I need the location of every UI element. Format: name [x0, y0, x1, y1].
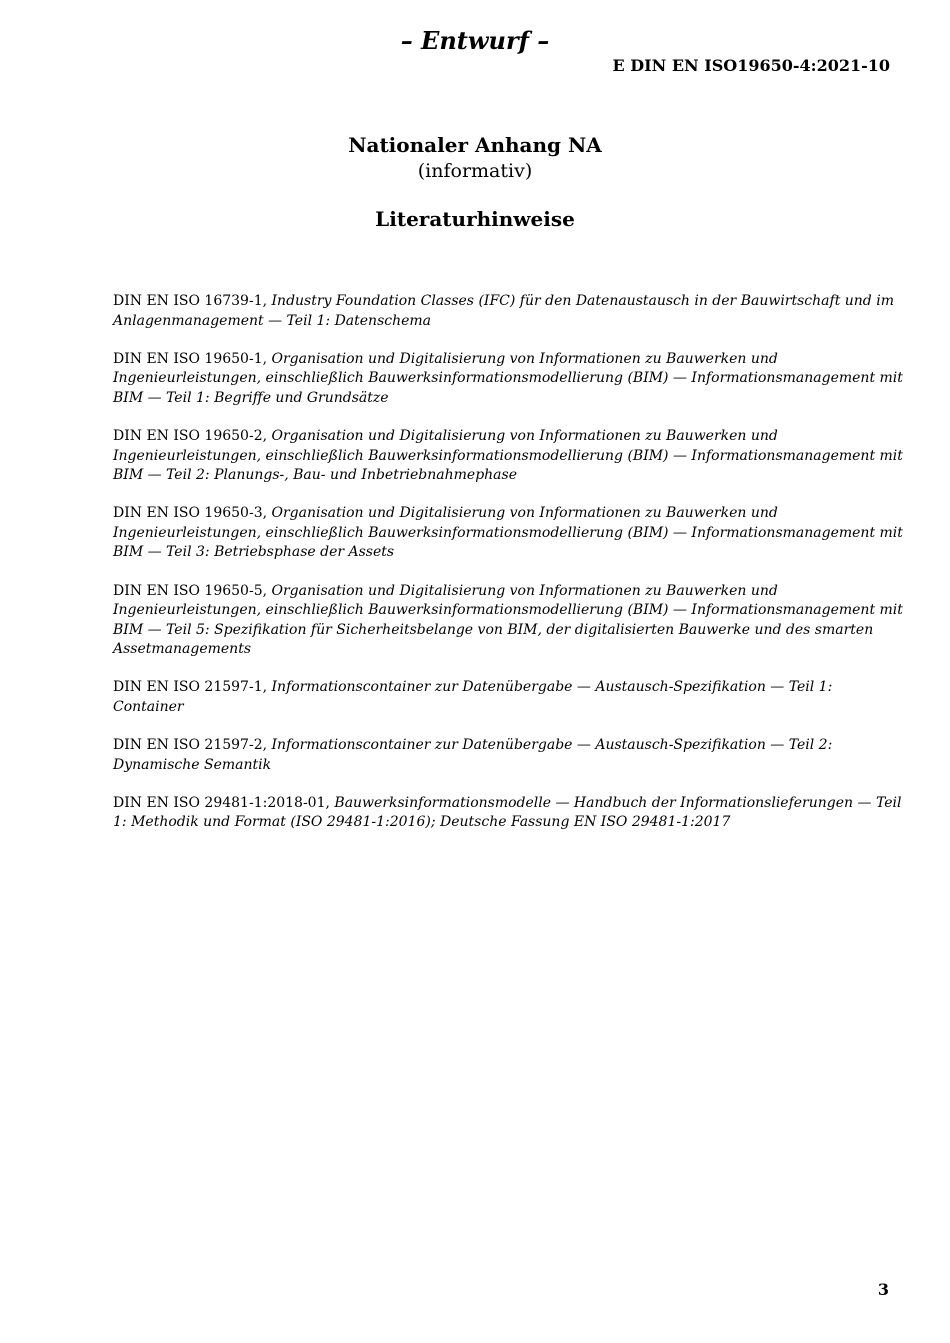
reference-title: Organisation und Digitalisierung von Informationen zu Bauwerken und Ingenieurleistungen, einschließlich Bauwerksinformationsmodellierung (BIM) — Informationsmanagement mit BIM — Teil 1: Begriffe und Grundsätze	[113, 350, 903, 406]
reference-item	[113, 292, 903, 331]
reference-designation: DIN EN ISO 19650-5,	[113, 582, 268, 599]
reference-designation: DIN EN ISO 19650-3,	[113, 505, 268, 522]
reference-item	[113, 582, 903, 660]
reference-item	[113, 504, 903, 563]
page-number: 3	[877, 1280, 889, 1299]
reference-list	[113, 292, 903, 851]
reference-title: Organisation und Digitalisierung von Informationen zu Bauwerken und Ingenieurleistungen, einschließlich Bauwerksinformationsmodellierung (BIM) — Informationsmanagement mit BIM — Teil 2: Planungs-, Bau- und Inbetriebnahmephase	[113, 427, 903, 484]
bibliography-heading: Literaturhinweise	[375, 207, 575, 231]
reference-title: Informationscontainer zur Datenübergabe — Austausch-Spezifikation — Teil 1: Container	[113, 679, 833, 715]
reference-title: Organisation und Digitalisierung von Informationen zu Bauwerken und Ingenieurleistungen, einschließlich Bauwerksinformationsmodellierung (BIM) — Informationsmanagement mit BIM — Teil 3: Betriebsphase der Assets	[113, 505, 903, 561]
reference-item	[113, 350, 903, 409]
annex-subtitle: (informativ)	[417, 160, 533, 182]
reference-designation: DIN EN ISO 29481-1:2018-01,	[113, 794, 330, 811]
draft-label: – Entwurf –	[400, 26, 550, 55]
reference-item	[113, 794, 903, 833]
annex-title: Nationaler Anhang NA	[348, 133, 602, 157]
reference-designation: DIN EN ISO 16739-1,	[113, 293, 268, 309]
reference-designation: DIN EN ISO 19650-1,	[113, 350, 268, 367]
reference-item	[113, 678, 903, 717]
reference-title: Organisation und Digitalisierung von Informationen zu Bauwerken und Ingenieurleistungen, einschließlich Bauwerksinformationsmodellierung (BIM) — Informationsmanagement mit BIM — Teil 5: Spezifikation für Sicherheitsbelange von BIM, der digitalisierten Bauwerke und des smarten Assetmanagements	[113, 582, 903, 658]
reference-designation: DIN EN ISO 21597-2,	[113, 737, 268, 754]
reference-item	[113, 736, 903, 775]
reference-title: Informationscontainer zur Datenübergabe — Austausch-Spezifikation — Teil 2: Dynamische Semantik	[113, 737, 833, 773]
reference-title: Industry Foundation Classes (IFC) für den Datenaustausch in der Bauwirtschaft und im Anlagenmanagement — Teil 1: Datenschema	[113, 293, 894, 329]
reference-title: Bauwerksinformationsmodelle — Handbuch der Informationslieferungen — Teil 1: Methodik und Format (ISO 29481-1:2016); Deutsche Fassung EN ISO 29481-1:2017	[113, 794, 902, 831]
document-number: E DIN EN ISO19650-4:2021-10	[612, 56, 890, 75]
reference-designation: DIN EN ISO 21597-1,	[113, 679, 268, 696]
reference-designation: DIN EN ISO 19650-2,	[113, 427, 268, 444]
reference-item	[113, 427, 903, 486]
